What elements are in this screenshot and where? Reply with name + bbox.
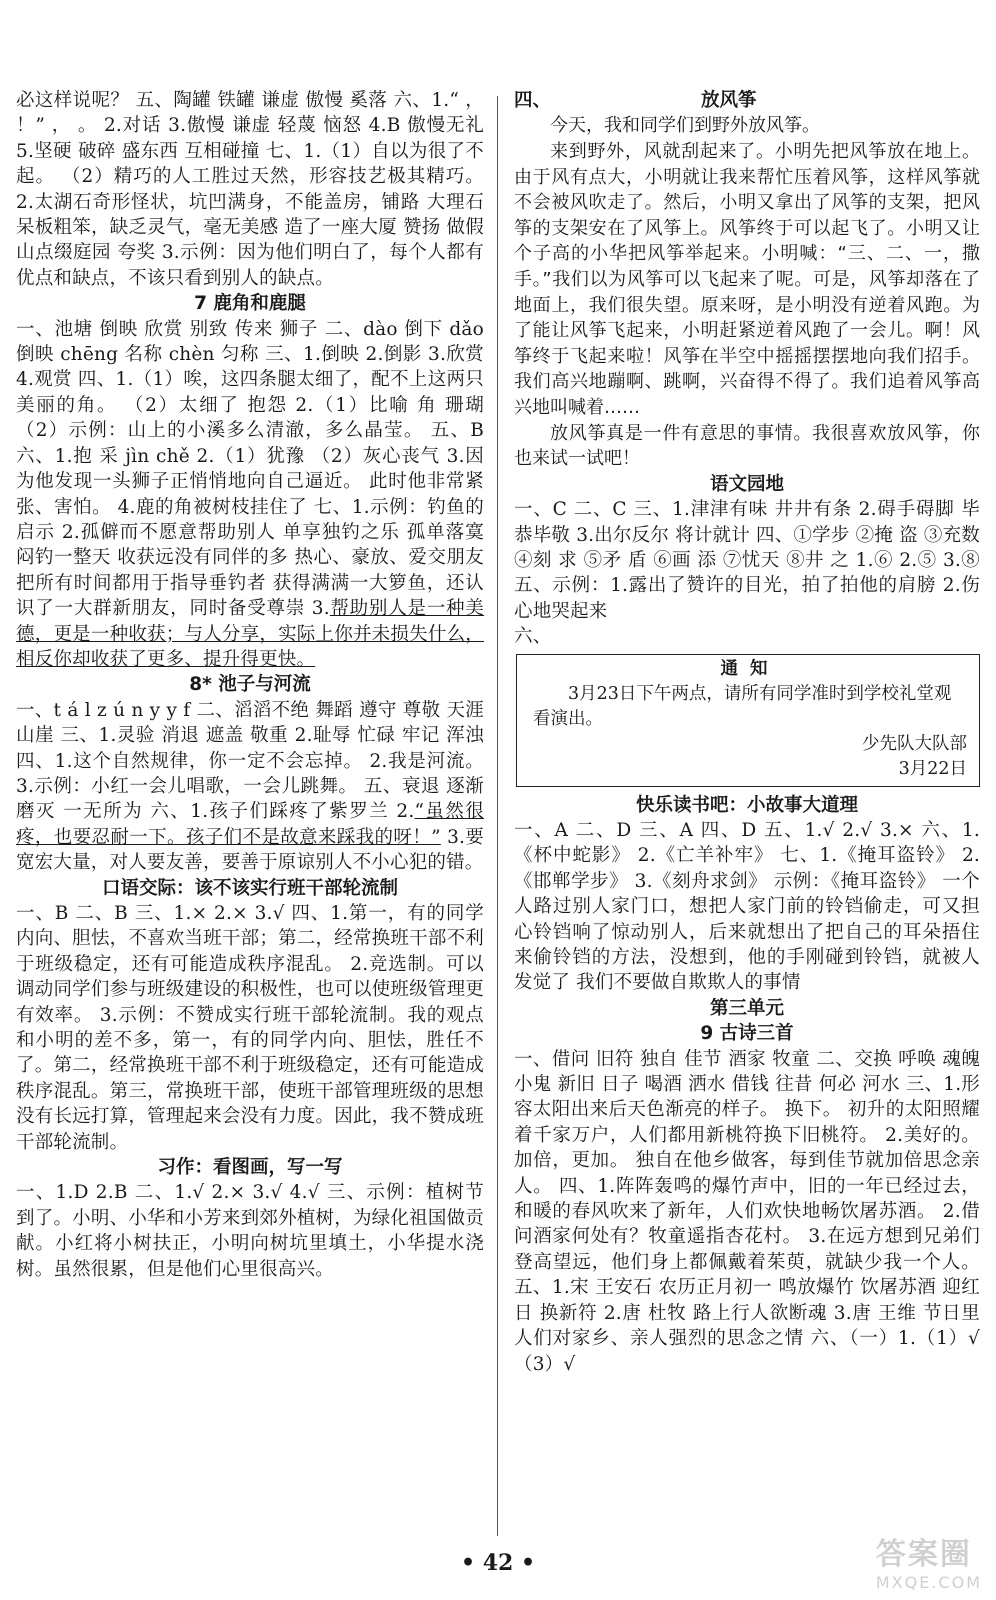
notice-signature: 少先队大队部	[862, 733, 967, 754]
notice-date: 3月22日	[898, 758, 967, 779]
answer-paragraph	[16, 698, 491, 876]
answer-text: 3.要宽宏大量，对人要友善，要善于原谅别人不小心犯的错。	[16, 826, 484, 874]
question-label: 六、	[514, 626, 552, 648]
answer-paragraph: 必这样说呢？ 五、陶罐 铁罐 谦虚 傲慢 奚落 六、1.“ ， ！” ， 。 2.对话 3.傲慢 谦虚 轻蔑 恼怒 4.B 傲慢无礼 5.坚硬 破碎 盛东西 互相碰撞 七、1.（1）自以为很了不起。 （2）精巧的人工胜过天然，形容技艺极其精巧。 2.太湖石奇形怪状，坑凹满身，不能盖房，铺路 大理石呆板粗笨，缺乏灵气，毫无美感 造了一座大厦 赞扬 做假山点缀庭园 夸奖 3.示例：因为他们明白了，每个人都有优点和缺点，不该只看到别人的缺点。	[16, 90, 491, 289]
essay-title: 放风筝	[701, 90, 757, 111]
section-heading: 语文园地	[709, 473, 784, 495]
section-heading: 快乐读书吧：小故事大道理	[635, 794, 858, 816]
unit-heading: 第三单元	[709, 997, 784, 1019]
answer-paragraph: 一、借问 旧符 独自 佳节 酒家 牧童 二、交换 呼唤 魂魄 小鬼 新旧 日子 喝酒 洒水 借钱 往昔 何必 河水 三、1.形容太阳出来后天色渐亮的样子。 换下。 初升的太阳照耀着千家万户，人们都用新桃符换下旧桃符。 2.美好的。 加倍，更加。 独自在他乡做客，每到佳节就加倍思念亲人。 四、1.阵阵轰鸣的爆竹声中，旧的一年已经过去，和暖的春风吹来了新年，人们欢快地畅饮屠苏酒。 2.借问酒家何处有？牧童遥指杏花村。 3.在远方想到兄弟们登高望远，他们身上都佩戴着茱萸，就缺少我一个人。 五、1.宋 王安石 农历正月初一 鸣放爆竹 饮屠苏酒 迎红日 换新符 2.唐 杜牧 路上行人欲断魂 3.唐 王维 节日里人们对家乡、亲人强烈的思念之情 六、（一）1.（1）√ （3）√	[514, 1048, 987, 1375]
notice-title: 通知	[720, 658, 780, 679]
answer-paragraph: 一、B 二、B 三、1.× 2.× 3.√ 四、1.第一，有的同学内向、胆怯，不喜欢当班干部；第二，经常换班干部不利于班级稳定，还有可能造成秩序混乱。 2.竞选制。可以调动同学们参与班级建设的积极性，也可以使班级管理更有效率。 3.示例：不赞成实行班干部轮流制。我的观点和小明的差不多，第一，有的同学内向、胆怯，胜任不了。第二，经常换班干部不利于班级稳定，还有可能造成秩序混乱。第三，常换班干部，使班干部管理班级的思想没有长远打算，管理起来会没有力度。因此，我不赞成班干部轮流制。	[16, 903, 484, 1153]
lesson-heading: 9 古诗三首	[700, 1023, 794, 1045]
column-divider	[497, 96, 498, 1536]
essay-paragraph: 来到野外，风就刮起来了。小明先把风筝放在地上。由于风有点大，小明就让我来帮忙压着风筝，这样风筝就不会被风吹走了。然后，小明又拿出了风筝的支架，把风筝的支架安在了风筝上。风筝终于可以起飞了。小明又让个子高的小华把风筝举起来。小明喊：“三、二、一，撒手。”我们以为风筝可以飞起来了呢。可是，风筝却落在了地面上，我们很失望。原来呀，是小明没有逆着风跑。为了能让风筝飞起来，小明赶紧逆着风跑了一会儿。啊！风筝终于飞起来啦！风筝在半空中摇摇摆摆地向我们招手。我们高兴地蹦啊、跳啊，兴奋得不得了。我们追着风筝高兴地叫喊着……	[514, 141, 980, 418]
answer-paragraph	[16, 317, 491, 673]
notice-body: 3月23日下午两点，请所有同学准时到学校礼堂观看演出。	[533, 683, 952, 729]
watermark-url: MXQE.COM	[875, 1573, 982, 1592]
essay-paragraph: 今天，我和同学们到野外放风筝。	[550, 115, 820, 137]
page-number: • 42 •	[460, 1550, 536, 1576]
answer-text: 一、t á l z ú n y y f 二、滔滔不绝 舞蹈 遵守 尊敬 天涯 山崖 三、1.灵验 消退 遮盖 敬重 2.耻辱 忙碌 牢记 浑浊 四、1.这个自然规律，你一定不会忘掉。 2.我是河流。 3.示例：小红一会儿唱歌，一会儿跳舞。 五、衰退 逐渐磨灭 一无所为 六、1.孩子们踩疼了紫罗兰 2.	[16, 699, 491, 823]
underlined-answer: 帮助别人是一种美德，更是一种收获；与人分享，实际上你并未损失什么，相反你却收获了更多、提升得更快。	[16, 598, 484, 670]
answer-paragraph: 一、A 二、D 三、A 四、D 五、1.√ 2.√ 3.× 六、1.《杯中蛇影》 2.《亡羊补牢》 七、1.《掩耳盗铃》 2.《邯郸学步》 3.《刻舟求剑》 示例：《掩耳盗铃》 一个人路过别人家门口，想把人家门前的铃铛偷走，可又担心铃铛响了惊动别人，后来就想出了把自己的耳朵捂住来偷铃铛的方法，没想到，他的手刚碰到铃铛，就被人发觉了 我们不要做自欺欺人的事情	[514, 819, 980, 994]
right-column	[514, 88, 987, 1377]
lesson-heading: 7 鹿角和鹿腿	[194, 293, 306, 315]
answer-text: 一、池塘 倒映 欣赏 别致 传来 狮子 二、dào 倒下 dǎo 倒映 chēng 名称 chèn 匀称 三、1.倒映 2.倒影 3.欣赏 4.观赏 四、1.（1）唉，这四条腿太细了，配不上这两只美丽的角。 （2）太细了 抱怨 2.（1）比喻 角 珊瑚 （2）示例：山上的小溪多么清澈，多么晶莹。 五、B 六、1.抱 采 jìn chě 2.（1）犹豫 （2）灰心丧气 3.因为他发现一头狮子正悄悄地向自己逼近。 此时他非常紧张、害怕。 4.鹿的角被树枝挂住了 七、1.示例：钓鱼的启示 2.孤僻而不愿意帮助别人 单享独钓之乐 孤单落寞 闷钓一整天 收获远没有同伴的多 热心、豪放、爱交朋友 把所有时间都用于指导垂钓者 获得满满一大箩鱼，还认识了一大群新朋友，同时备受尊崇 3.	[16, 318, 491, 620]
essay-label: 四、	[514, 90, 552, 111]
lesson-heading: 8* 池子与河流	[189, 674, 311, 696]
notice-box	[516, 654, 980, 787]
answer-paragraph: 一、1.D 2.B 二、1.√ 2.× 3.√ 4.√ 三、示例：植树节到了。小明、小华和小芳来到郊外植树，为绿化祖国做贡献。小红将小树扶正，小明向树坑里填土，小华提水浇树。虽然很累，但是他们心里很高兴。	[16, 1182, 484, 1280]
section-heading: 口语交际：该不该实行班干部轮流制	[101, 877, 398, 899]
left-column	[16, 88, 491, 1282]
essay-paragraph: 放风筝真是一件有意思的事情。我很喜欢放风筝，你也来试一试吧！	[514, 422, 980, 470]
underlined-answer: “虽然很疼，也要忍耐一下。孩子们不是故意来踩我的呀！”	[16, 801, 484, 848]
watermark-text: 答案圈	[875, 1537, 972, 1572]
watermark-logo	[876, 1529, 982, 1592]
section-heading: 习作：看图画，写一写	[157, 1157, 343, 1179]
answer-paragraph: 一、C 二、C 三、1.津津有味 井井有条 2.碍手碍脚 毕恭毕敬 3.出尔反尔 将计就计 四、①学步 ②掩 盗 ③充数 ④刻 求 ⑤矛 盾 ⑥画 添 ⑦忧天 ⑧井 之 1.⑥ 2.⑤ 3.⑧ 五、示例：1.露出了赞许的目光，拍了拍他的肩膀 2.伤心地哭起来	[514, 499, 987, 622]
essay-heading	[514, 88, 980, 113]
